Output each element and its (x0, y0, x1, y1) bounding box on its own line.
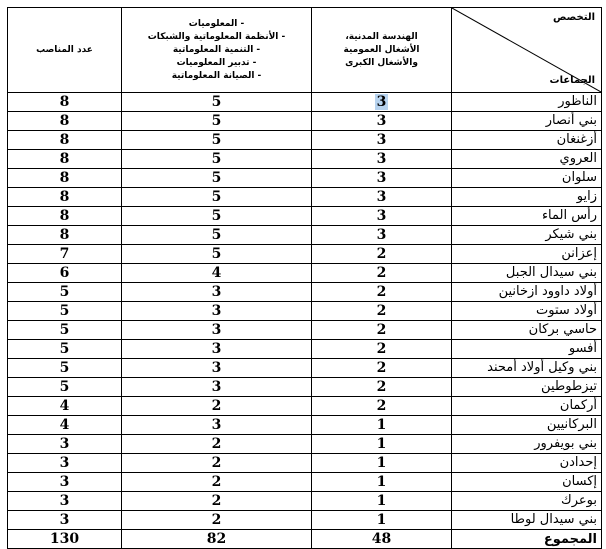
cropped-top-text (0, 0, 606, 4)
table-row (8, 435, 602, 454)
civil-engineering-header: الهندسة المدنية، الأشغال العمومية والأشغال الكبرى (312, 8, 452, 93)
it-count-cell: 3 (122, 340, 312, 359)
civil-engineering-count-cell: 2 (312, 283, 452, 302)
it-count-cell: 5 (122, 188, 312, 207)
posts-count-cell: 8 (8, 131, 122, 150)
table-row (8, 264, 602, 283)
civil-engineering-count-cell: 3 (312, 207, 452, 226)
it-count-cell: 5 (122, 112, 312, 131)
commune-name-cell: بني شيكر (452, 226, 602, 245)
posts-count-cell: 4 (8, 397, 122, 416)
it-count-cell: 2 (122, 454, 312, 473)
total-row (8, 530, 602, 549)
it-count-cell: 5 (122, 169, 312, 188)
it-count-cell: 5 (122, 131, 312, 150)
it-count-cell: 3 (122, 302, 312, 321)
it-count-cell: 3 (122, 359, 312, 378)
commune-name-cell: رأس الماء (452, 207, 602, 226)
table-row (8, 188, 602, 207)
civil-engineering-count-cell: 3 (312, 150, 452, 169)
table-row (8, 207, 602, 226)
table-row (8, 321, 602, 340)
total-civil-cell: 48 (312, 530, 452, 549)
specialty-communes-header (452, 8, 602, 93)
commune-name-cell: أفسو (452, 340, 602, 359)
table-row (8, 226, 602, 245)
commune-name-cell: أولاد داوود ازخانين (452, 283, 602, 302)
posts-count-cell: 8 (8, 93, 122, 112)
civil-engineering-count-cell: 3 (312, 131, 452, 150)
commune-name-cell: بني أنصار (452, 112, 602, 131)
civil-engineering-count-cell: 1 (312, 511, 452, 530)
commune-name-cell: حاسي بركان (452, 321, 602, 340)
posts-count-cell: 6 (8, 264, 122, 283)
commune-name-cell: أركمان (452, 397, 602, 416)
table-row (8, 397, 602, 416)
table-row (8, 473, 602, 492)
posts-count-cell: 3 (8, 473, 122, 492)
it-count-cell: 2 (122, 435, 312, 454)
posts-count-cell: 4 (8, 416, 122, 435)
table-row (8, 454, 602, 473)
civil-engineering-count-cell: 2 (312, 397, 452, 416)
commune-name-cell: بوعرك (452, 492, 602, 511)
table-row (8, 359, 602, 378)
posts-count-cell: 3 (8, 492, 122, 511)
commune-name-cell: سلوان (452, 169, 602, 188)
specialty-label: التخصص (553, 12, 595, 23)
posts-count-cell: 3 (8, 511, 122, 530)
civil-engineering-count-cell: 1 (312, 473, 452, 492)
table-row (8, 416, 602, 435)
it-count-cell: 2 (122, 473, 312, 492)
civil-engineering-count-cell: 2 (312, 302, 452, 321)
table-row (8, 112, 602, 131)
posts-count-cell: 5 (8, 283, 122, 302)
commune-name-cell: بني وكيل أولاد أمحند (452, 359, 602, 378)
civil-engineering-count-cell: 1 (312, 492, 452, 511)
posts-count-cell: 3 (8, 454, 122, 473)
it-count-cell: 2 (122, 397, 312, 416)
commune-name-cell: أولاد ستوت (452, 302, 602, 321)
commune-name-cell: بني سيدال لوطا (452, 511, 602, 530)
posts-count-cell: 5 (8, 378, 122, 397)
civil-engineering-count-cell (312, 93, 452, 112)
table-row (8, 283, 602, 302)
civil-engineering-count-cell: 2 (312, 245, 452, 264)
posts-count-cell: 5 (8, 302, 122, 321)
table-row (8, 511, 602, 530)
it-count-cell: 5 (122, 226, 312, 245)
it-header: - المعلوميات - الأنظمة المعلوماتية والشبكات - التنمية المعلوماتية - تدبير المعلوميات - الصيانة المعلوماتية (122, 8, 312, 93)
posts-count-cell: 5 (8, 321, 122, 340)
commune-name-cell: الناظور (452, 93, 602, 112)
commune-name-cell: أزغنغان (452, 131, 602, 150)
commune-name-cell: إكسان (452, 473, 602, 492)
posts-count-cell: 8 (8, 226, 122, 245)
commune-name-cell: العروي (452, 150, 602, 169)
it-count-cell: 5 (122, 150, 312, 169)
commune-name-cell: البركانيين (452, 416, 602, 435)
it-count-cell: 3 (122, 378, 312, 397)
table-row (8, 340, 602, 359)
posts-count-cell: 8 (8, 188, 122, 207)
it-count-cell: 2 (122, 492, 312, 511)
table-row (8, 131, 602, 150)
civil-engineering-count-cell: 3 (312, 169, 452, 188)
commune-name-cell: زايو (452, 188, 602, 207)
commune-name-cell: تيزطوطين (452, 378, 602, 397)
posts-count-cell: 3 (8, 435, 122, 454)
posts-count-header: عدد المناصب (8, 8, 122, 93)
commune-name-cell: بني سيدال الجبل (452, 264, 602, 283)
civil-engineering-count-cell: 3 (312, 226, 452, 245)
table-row (8, 245, 602, 264)
total-label: المجموع (452, 530, 602, 549)
table-row (8, 150, 602, 169)
posts-count-cell: 7 (8, 245, 122, 264)
civil-engineering-count-cell: 2 (312, 359, 452, 378)
it-count-cell: 5 (122, 245, 312, 264)
posts-count-cell: 5 (8, 359, 122, 378)
posts-count-cell: 8 (8, 169, 122, 188)
it-count-cell: 3 (122, 416, 312, 435)
civil-engineering-count-cell: 2 (312, 264, 452, 283)
posts-count-cell: 8 (8, 207, 122, 226)
civil-engineering-count-cell: 3 (312, 188, 452, 207)
posts-table (7, 7, 602, 549)
commune-name-cell: بني بويفرور (452, 435, 602, 454)
civil-engineering-count-cell: 1 (312, 416, 452, 435)
it-count-cell: 2 (122, 511, 312, 530)
civil-engineering-count-cell: 2 (312, 321, 452, 340)
civil-engineering-count-cell: 1 (312, 435, 452, 454)
posts-count-cell: 8 (8, 112, 122, 131)
total-it-cell: 82 (122, 530, 312, 549)
posts-count-cell: 8 (8, 150, 122, 169)
civil-engineering-count-cell: 3 (312, 112, 452, 131)
it-count-cell: 3 (122, 283, 312, 302)
posts-count-cell: 5 (8, 340, 122, 359)
communes-label: الجماعات (549, 75, 595, 86)
civil-engineering-count-cell: 2 (312, 340, 452, 359)
selected-value: 3 (376, 94, 387, 110)
it-count-cell: 3 (122, 321, 312, 340)
it-count-cell: 5 (122, 207, 312, 226)
header-row (8, 8, 602, 93)
it-count-cell: 4 (122, 264, 312, 283)
table-row (8, 378, 602, 397)
table-row (8, 169, 602, 188)
commune-name-cell: إعزانن (452, 245, 602, 264)
commune-name-cell: إحدادن (452, 454, 602, 473)
table-row (8, 93, 602, 112)
total-posts-cell: 130 (8, 530, 122, 549)
civil-engineering-count-cell: 1 (312, 454, 452, 473)
table-row (8, 302, 602, 321)
it-count-cell: 5 (122, 93, 312, 112)
table-row (8, 492, 602, 511)
civil-engineering-count-cell: 2 (312, 378, 452, 397)
